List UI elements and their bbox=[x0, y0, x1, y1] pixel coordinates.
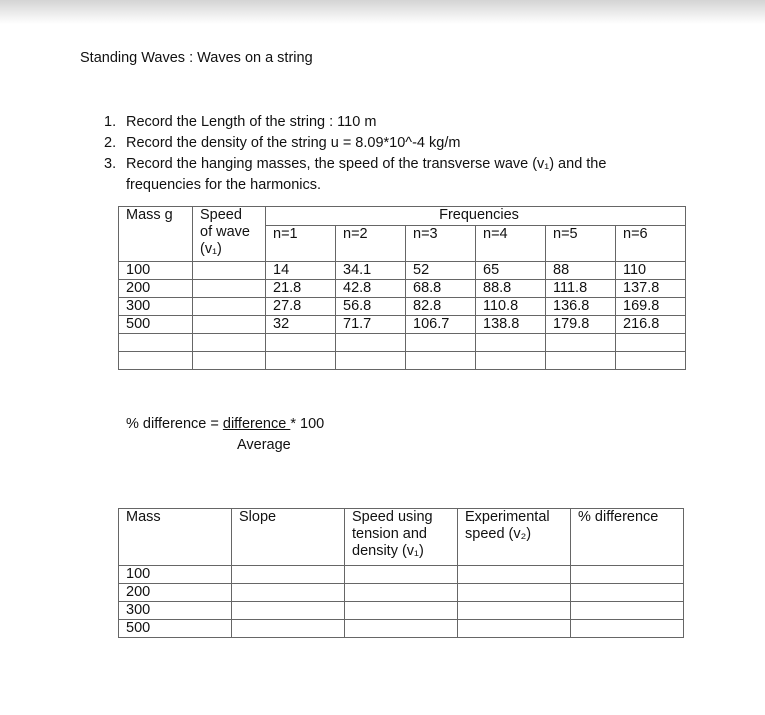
table-row bbox=[119, 262, 686, 280]
frequency-cell: 71.7 bbox=[336, 316, 406, 334]
harmonic-header: n=2 bbox=[336, 226, 406, 262]
instruction-text: Record the Length of the string : 110 m bbox=[126, 114, 377, 130]
experimental-speed-header: Experimental speed (v₂) bbox=[458, 509, 571, 566]
table-row bbox=[119, 620, 684, 638]
mass-cell: 200 bbox=[119, 584, 232, 602]
empty-row bbox=[119, 352, 686, 370]
table-row bbox=[119, 566, 684, 584]
formula-multiplier: * 100 bbox=[290, 416, 325, 432]
slope-table bbox=[118, 508, 684, 638]
mass-header: Mass g bbox=[119, 207, 193, 262]
frequency-cell: 216.8 bbox=[616, 316, 686, 334]
formula-denominator: Average bbox=[237, 437, 291, 453]
instruction-text: Record the hanging masses, the speed of the transverse wave (v₁) and the frequencies for the harmonics. bbox=[126, 156, 607, 193]
frequency-cell: 169.8 bbox=[616, 298, 686, 316]
mass-cell: 300 bbox=[119, 298, 193, 316]
frequency-cell: 82.8 bbox=[406, 298, 476, 316]
frequency-table bbox=[118, 206, 686, 370]
formula-lhs: % difference = bbox=[126, 416, 223, 432]
instructions-list bbox=[104, 112, 684, 196]
frequency-cell: 137.8 bbox=[616, 280, 686, 298]
list-number: 1. bbox=[104, 114, 117, 130]
frequency-cell: 42.8 bbox=[336, 280, 406, 298]
frequencies-header: Frequencies bbox=[266, 207, 686, 226]
frequency-cell: 138.8 bbox=[476, 316, 546, 334]
instruction-item-3 bbox=[104, 154, 684, 196]
window-top-bar bbox=[0, 0, 765, 24]
instruction-text: Record the density of the string u = 8.09*10^-4 kg/m bbox=[126, 135, 461, 151]
frequency-cell: 179.8 bbox=[546, 316, 616, 334]
speed-header: Speed of wave (v₁) bbox=[193, 207, 266, 262]
mass-cell: 200 bbox=[119, 280, 193, 298]
frequency-cell: 32 bbox=[266, 316, 336, 334]
mass-cell: 500 bbox=[119, 316, 193, 334]
frequency-cell: 21.8 bbox=[266, 280, 336, 298]
mass-cell: 100 bbox=[119, 262, 193, 280]
harmonic-header: n=5 bbox=[546, 226, 616, 262]
harmonic-header: n=4 bbox=[476, 226, 546, 262]
frequency-cell: 56.8 bbox=[336, 298, 406, 316]
frequency-cell: 106.7 bbox=[406, 316, 476, 334]
percent-difference-header: % difference bbox=[571, 509, 684, 566]
list-number: 3. bbox=[104, 156, 117, 172]
speed-cell bbox=[193, 298, 266, 316]
speed-tension-header: Speed using tension and density (v₁) bbox=[345, 509, 458, 566]
speed-cell bbox=[193, 316, 266, 334]
instruction-item-1 bbox=[104, 112, 684, 133]
list-number: 2. bbox=[104, 135, 117, 151]
slope-header: Slope bbox=[232, 509, 345, 566]
frequency-cell: 65 bbox=[476, 262, 546, 280]
empty-row bbox=[119, 334, 686, 352]
speed-cell bbox=[193, 262, 266, 280]
mass-header: Mass bbox=[119, 509, 232, 566]
frequency-cell: 68.8 bbox=[406, 280, 476, 298]
table-row bbox=[119, 584, 684, 602]
mass-cell: 300 bbox=[119, 602, 232, 620]
speed-cell bbox=[193, 280, 266, 298]
mass-cell: 100 bbox=[119, 566, 232, 584]
percent-difference-formula bbox=[126, 416, 325, 453]
frequency-cell: 14 bbox=[266, 262, 336, 280]
instruction-item-2 bbox=[104, 133, 684, 154]
table-row bbox=[119, 602, 684, 620]
table-row bbox=[119, 280, 686, 298]
table-row bbox=[119, 316, 686, 334]
frequency-cell: 27.8 bbox=[266, 298, 336, 316]
mass-cell: 500 bbox=[119, 620, 232, 638]
frequency-cell: 110 bbox=[616, 262, 686, 280]
harmonic-header: n=6 bbox=[616, 226, 686, 262]
formula-numerator: difference bbox=[222, 416, 291, 432]
frequency-cell: 111.8 bbox=[546, 280, 616, 298]
harmonic-header: n=1 bbox=[266, 226, 336, 262]
harmonic-header: n=3 bbox=[406, 226, 476, 262]
frequency-cell: 88 bbox=[546, 262, 616, 280]
page-title: Standing Waves : Waves on a string bbox=[80, 50, 313, 66]
frequency-cell: 136.8 bbox=[546, 298, 616, 316]
frequency-cell: 88.8 bbox=[476, 280, 546, 298]
frequency-cell: 34.1 bbox=[336, 262, 406, 280]
frequency-cell: 110.8 bbox=[476, 298, 546, 316]
frequency-cell: 52 bbox=[406, 262, 476, 280]
table-row bbox=[119, 298, 686, 316]
